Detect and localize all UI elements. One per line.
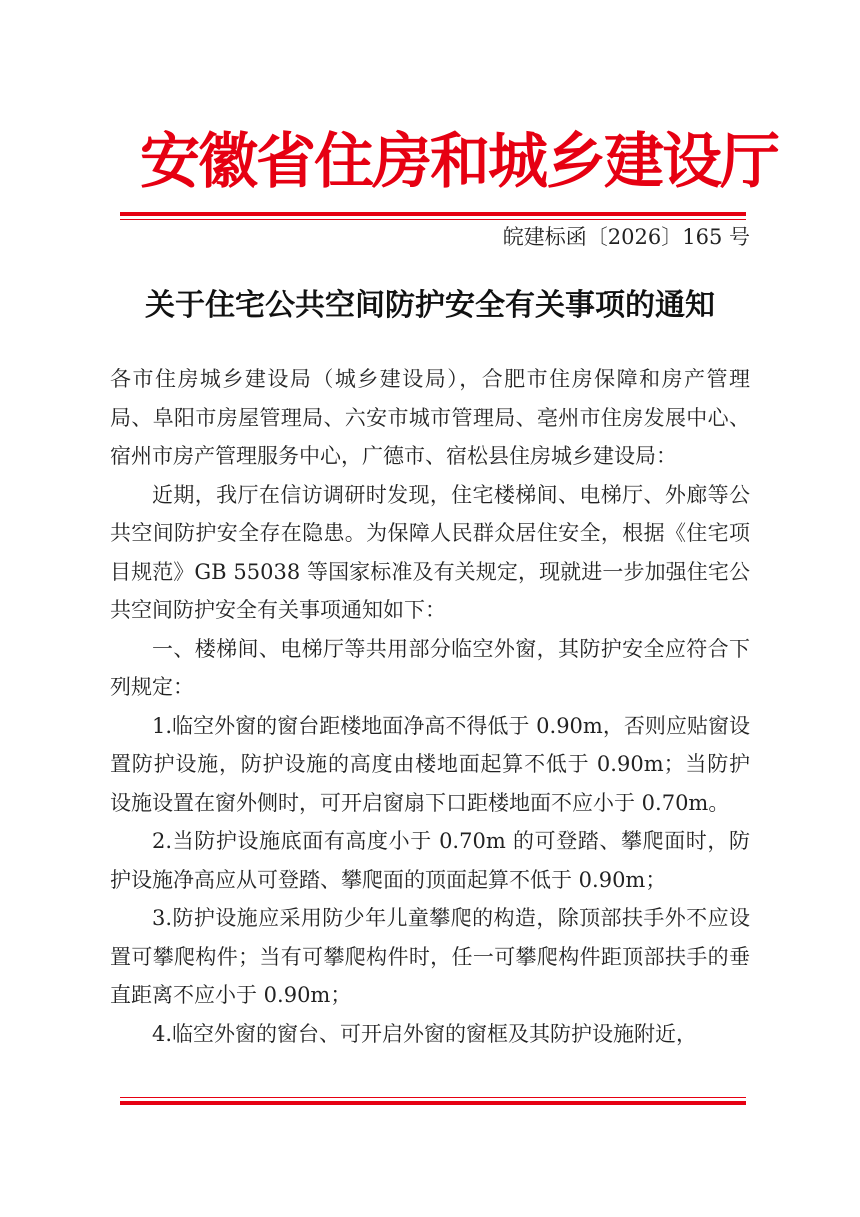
addressee-paragraph: 各市住房城乡建设局（城乡建设局），合肥市住房保障和房产管理局、阜阳市房屋管理局、六安市城市管理局、亳州市住房发展中心、宿州市房产管理服务中心，广德市、宿松县住房城乡建设局： bbox=[110, 367, 750, 468]
intro-paragraph: 近期，我厅在信访调研时发现，住宅楼梯间、电梯厅、外廊等公共空间防护安全存在隐患。为保障人民群众居住安全，根据《住宅项目规范》GB 55038 等国家标准及有关规定，现就进一步加强住宅公共空间防护安全有关事项通知如下： bbox=[110, 482, 750, 622]
letterhead-rule-thick bbox=[120, 212, 746, 216]
section-heading-1: 一、楼梯间、电梯厅等共用部分临空外窗，其防护安全应符合下列规定： bbox=[110, 636, 750, 699]
letterhead-rule-thin bbox=[120, 219, 746, 220]
letterhead-title: 安徽省住房和城乡建设厅 bbox=[140, 127, 778, 197]
clause-4: 4.临空外窗的窗台、可开启外窗的窗框及其防护设施附近， bbox=[152, 1021, 698, 1046]
document-number: 皖建标函〔2026〕165 号 bbox=[502, 225, 750, 249]
document-body bbox=[110, 360, 750, 1053]
footer-rule-thick bbox=[120, 1101, 746, 1105]
footer-rule-thin bbox=[120, 1097, 746, 1098]
clause-1: 1.临空外窗的窗台距楼地面净高不得低于 0.90m，否则应贴窗设置防护设施，防护设施的高度由楼地面起算不低于 0.90m；当防护设施设置在窗外侧时，可开启窗扇下口距楼地面不应小于 0.70m。 bbox=[110, 713, 750, 815]
clause-3: 3.防护设施应采用防少年儿童攀爬的构造，除顶部扶手外不应设置可攀爬构件；当有可攀爬构件时，任一可攀爬构件距顶部扶手的垂直距离不应小于 0.90m； bbox=[110, 906, 750, 1007]
clause-2: 2.当防护设施底面有高度小于 0.70m 的可登踏、攀爬面时，防护设施净高应从可登踏、攀爬面的顶面起算不低于 0.90m； bbox=[110, 829, 750, 892]
document-title: 关于住宅公共空间防护安全有关事项的通知 bbox=[145, 288, 715, 323]
